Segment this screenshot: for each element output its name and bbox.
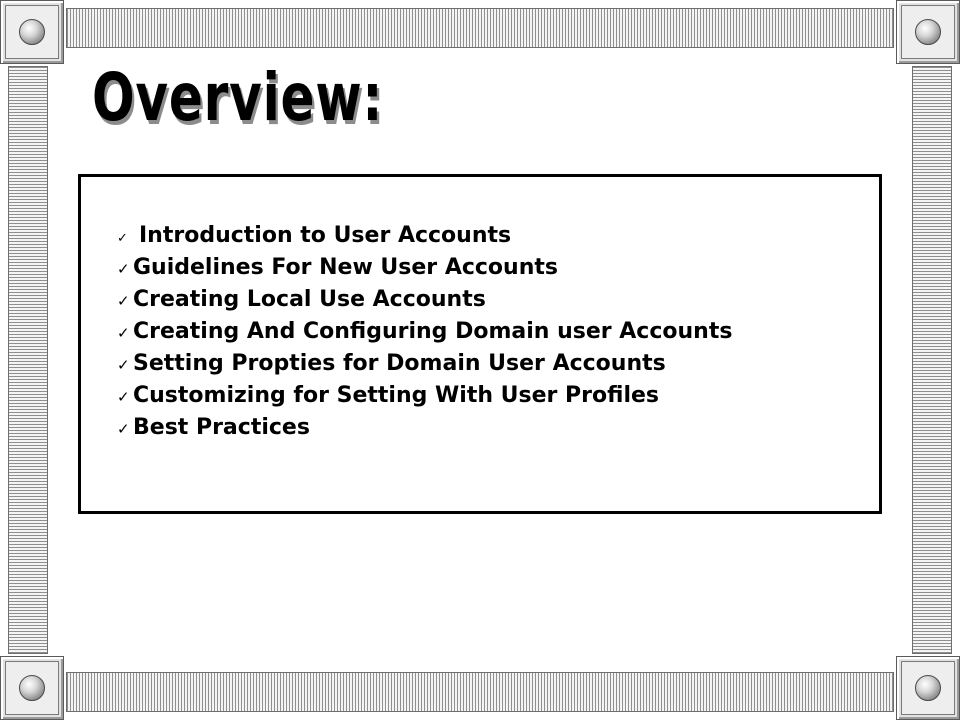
list-item — [117, 223, 732, 255]
bullet-text: Best Practices — [133, 415, 310, 440]
checkmark-icon: ✓ — [117, 356, 130, 374]
bullet-text: Introduction to User Accounts — [139, 223, 512, 248]
bullet-text: Guidelines For New User Accounts — [133, 255, 558, 280]
list-item — [117, 351, 732, 383]
list-item — [117, 319, 732, 351]
rivet-icon — [19, 19, 45, 45]
rivet-icon — [19, 675, 45, 701]
bullet-text: Setting Propties for Domain User Accounts — [133, 351, 666, 376]
list-item — [117, 287, 732, 319]
frame-corner-bottom-left — [0, 656, 64, 720]
slide-title: Overview: — [92, 59, 384, 136]
frame-right-bar — [912, 66, 952, 654]
list-item — [117, 255, 732, 287]
checkmark-icon: ✓ — [117, 388, 130, 406]
bullet-list — [117, 223, 732, 447]
frame-corner-top-right — [896, 0, 960, 64]
frame-top-bar — [66, 8, 894, 48]
frame-corner-bottom-right — [896, 656, 960, 720]
rivet-icon — [915, 675, 941, 701]
frame-left-bar — [8, 66, 48, 654]
checkmark-icon: ✓ — [117, 231, 128, 246]
checkmark-icon: ✓ — [117, 292, 130, 310]
rivet-icon — [915, 19, 941, 45]
content-box — [78, 174, 882, 514]
list-item — [117, 415, 732, 447]
list-item — [117, 383, 732, 415]
checkmark-icon: ✓ — [117, 260, 130, 278]
bullet-text: Creating And Configuring Domain user Accounts — [133, 319, 733, 344]
bullet-text: Customizing for Setting With User Profiles — [133, 383, 660, 408]
frame-corner-top-left — [0, 0, 64, 64]
bullet-text: Creating Local Use Accounts — [133, 287, 486, 312]
frame-bottom-bar — [66, 672, 894, 712]
checkmark-icon: ✓ — [117, 420, 130, 438]
checkmark-icon: ✓ — [117, 324, 130, 342]
